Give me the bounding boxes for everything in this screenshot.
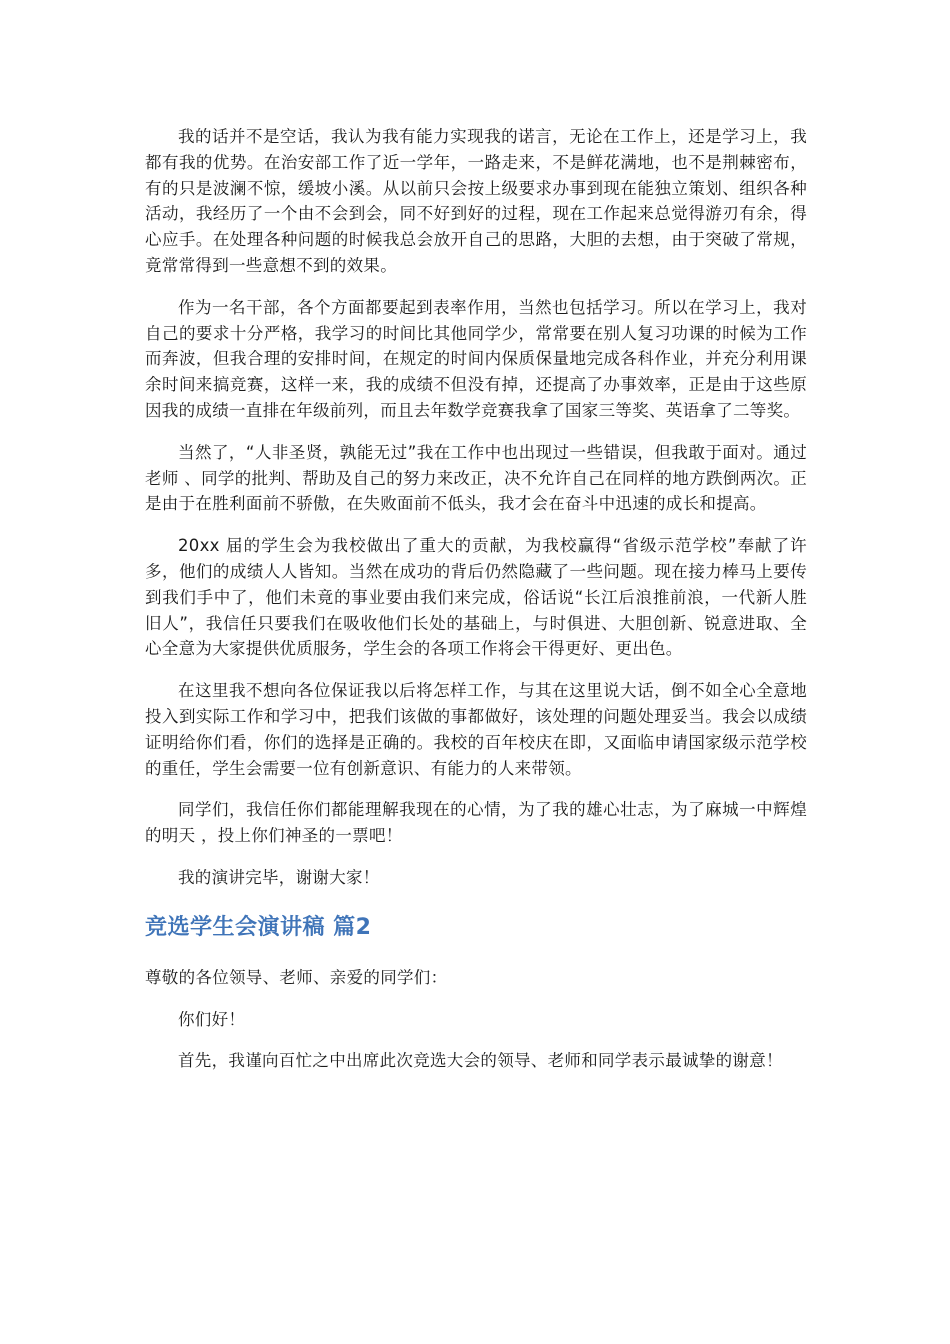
paragraph: 同学们，我信任你们都能理解我现在的心情，为了我的雄心壮志，为了麻城一中辉煌的明天 ，投上你们神圣的一票吧！ <box>145 800 807 846</box>
paragraph: 当然了，“人非圣贤，孰能无过”我在工作中也出现过一些错误，但我敢于面对。通过老师 、同学的批判、帮助及自己的努力来改正，决不允许自己在同样的地方跌倒两次。正是由于在胜利面前不骄傲，在失败面前不低头，我才会在奋斗中迅速的成长和提高。 <box>145 442 807 514</box>
closing-paragraph: 我的演讲完毕，谢谢大家！ <box>178 867 380 887</box>
paragraph: 作为一名干部，各个方面都要起到表率作用，当然也包括学习。所以在学习上，我对自己的要求十分严格，我学习的时间比其他同学少，常常要在别人复习功课的时候为工作而奔波，但我合理的安排时间，在规定的时间内保质保量地完成各科作业，并充分利用课余时间来搞竞赛，这样一来，我的成绩不但没有掉，还提高了办事效率，正是由于这些原因我的成绩一直排在年级前列，而且去年数学竞赛我拿了国家三等奖、英语拿了二等奖。 <box>145 297 807 420</box>
paragraph: 你们好！ <box>178 1009 246 1029</box>
greeting: 尊敬的各位领导、老师、亲爱的同学们： <box>145 967 448 987</box>
paragraph: 我的话并不是空话，我认为我有能力实现我的诺言，无论在工作上，还是学习上，我都有我的优势。在治安部工作了近一学年，一路走来，不是鲜花满地，也不是荆棘密布，有的只是波澜不惊，缓坡小溪。从以前只会按上级要求办事到现在能独立策划、组织各种活动，我经历了一个由不会到会，同不好到好的过程，现在工作起来总觉得游刃有余，得心应手。在处理各种问题的时候我总会放开自己的思路，大胆的去想，由于突破了常规，竟常常得到一些意想不到的效果。 <box>145 127 807 275</box>
section-heading: 竞选学生会演讲稿 篇2 <box>145 914 372 940</box>
paragraph: 在这里我不想向各位保证我以后将怎样工作，与其在这里说大话，倒不如全心全意地投入到实际工作和学习中，把我们该做的事都做好，该处理的问题处理妥当。我会以成绩证明给你们看，你们的选择是正确的。我校的百年校庆在即，又面临申请国家级示范学校的重任，学生会需要一位有创新意识、有能力的人来带领。 <box>145 681 807 778</box>
paragraph: 首先，我谨向百忙之中出席此次竞选大会的领导、老师和同学表示最诚挚的谢意！ <box>178 1051 783 1071</box>
paragraph: 20xx 届的学生会为我校做出了重大的贡献，为我校赢得“省级示范学校”奉献了许多，他们的成绩人人皆知。当然在成功的背后仍然隐藏了一些问题。现在接力棒马上要传到我们手中了，他们未竟的事业要由我们来完成，俗话说“长江后浪推前浪，一代新人胜旧人”，我信任只要我们在吸收他们长处的基础上，与时俱进、大胆创新、锐意进取、全心全意为大家提供优质服务，学生会的各项工作将会干得更好、更出色。 <box>145 536 807 659</box>
document-page <box>145 124 807 1090</box>
